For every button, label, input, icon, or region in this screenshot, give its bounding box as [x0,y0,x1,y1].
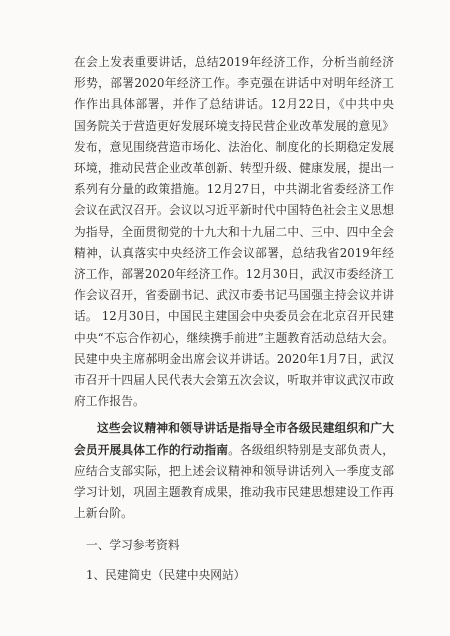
section-heading-study-materials: 一、学习参考资料 [86,538,180,553]
paragraph-meetings-summary: 在会上发表重要讲话，总结2019年经济工作，分析当前经济形势，部署2020年经济工作。李克强在讲话中对明年经济工作作出具体部署，并作了总结讲话。12月22日，《中共中央 国务院关于营造更好发展环境支持民营企业改革发展的意见》发布，意见围绕营造市场化、法治化、制度化的长期稳定发展环境，推动民营企业改革创新、转型升级、健康发展，提出一系列有分量的政策措施。12月27日，中共湖北省委经济工作会议在武汉召开。会议以习近平新时代中国特色社会主义思想为指导，全面贯彻党的十九大和十九届二中、三中、四中全会精神，认真落实中央经济工作会议部署，总结我省2019年经济工作，部署2020年经济工作。12月30日，武汉市委经济工作会议召开，省委副书记、武汉市委书记马国强主持会议并讲话。 12月30日，中国民主建国会中央委员会在北京召开民建中央“不忘合作初心，继续携手前进”主题教育活动总结大会。民建中央主席郝明金出席会议并讲话。2020年1月7日，武汉市召开十四届人民代表大会第五次会议，听取并审议武汉市政府工作报告。 [74,55,394,409]
paragraph-guidance [74,418,394,524]
paragraph-guidance-rest: 。各级组织特别是支部负责人，应结合支部实际，把上述会议精神和领导讲话列入一季度支部学习计划，巩固主题教育成果，推动我市民建思想建设工作再上新台阶。 [74,442,394,521]
list-item-history: 1、民建简史（民建中央网站） [86,568,246,583]
paragraph-guidance-lead: 这些会议精神和领导讲话是指导全市各级民建组织和广大会员开展具体工作的行动指南 [74,421,394,457]
document-body [74,52,394,586]
